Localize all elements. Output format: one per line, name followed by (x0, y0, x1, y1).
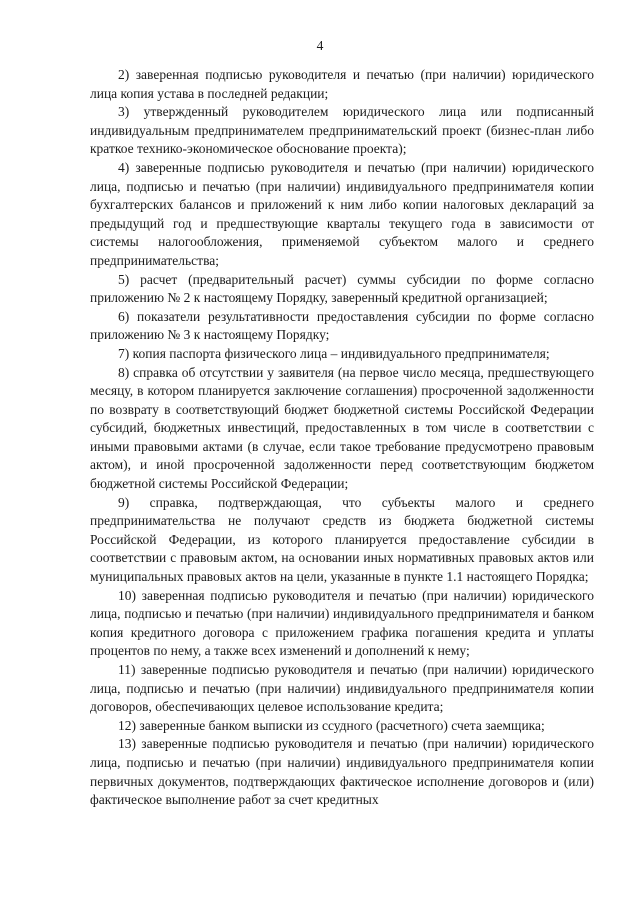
paragraph-item-4: 4) заверенные подписью руководителя и печатью (при наличии) юридического лица, подписью и печатью (при наличии) индивидуального предпринимателя копии бухгалтерских балансов и приложений к ним либо копии налоговых деклараций за предыдущий год и предшествующие кварталы текущего года в зависимости от системы налогообложения, применяемой субъектом малого и среднего предпринимательства; (90, 159, 594, 268)
paragraph-item-13: 13) заверенные подписью руководителя и печатью (при наличии) юридического лица, подписью и печатью (при наличии) индивидуального предпринимателя копии первичных документов, подтверждающих фактическое исполнение договоров и (или) фактическое выполнение работ за счет кредитных (90, 736, 594, 808)
paragraph-item-7: 7) копия паспорта физического лица – индивидуального предпринимателя; (118, 345, 550, 361)
paragraph-item-9: 9) справка, подтверждающая, что субъекты малого и среднего предпринимательства не получают средств из бюджета бюджетной системы Российской Федерации, из которого планируется предоставление субсидии в соответствии с правовым актом, на основании иных нормативных правовых актов или муниципальных правовых актов на цели, указанные в пункте 1.1 настоящего Порядка; (90, 494, 594, 585)
page-number: 4 (316, 38, 324, 53)
paragraph-item-8: 8) справка об отсутствии у заявителя (на первое число месяца, предшествующего месяцу, в котором планируется заключение соглашения) просроченной задолженности по возврату в соответствующий бюджет бюджетной системы Российской Федерации субсидий, бюджетных инвестиций, предоставленных в том числе в соответствии с иными правовыми актами (в случае, если такое требование предусмотрено правовым актом), и иной просроченной задолженности перед соответствующим бюджетом бюджетной системы Российской Федерации; (90, 364, 594, 492)
paragraph-item-5: 5) расчет (предварительный расчет) суммы субсидии по форме согласно приложению № 2 к настоящему Порядку, заверенный кредитной организацией; (90, 271, 594, 306)
paragraph-item-2: 2) заверенная подписью руководителя и печатью (при наличии) юридического лица копия устава в последней редакции; (90, 67, 594, 101)
document-body (90, 66, 594, 810)
paragraph-item-3: 3) утвержденный руководителем юридического лица или подписанный индивидуальным предпринимателем предпринимательский проект (бизнес-план либо краткое технико-экономическое обоснование проекта); (90, 104, 594, 157)
paragraph-item-12: 12) заверенные банком выписки из ссудного (расчетного) счета заемщика; (118, 717, 545, 733)
paragraph-item-11: 11) заверенные подписью руководителя и печатью (при наличии) юридического лица, подписью и печатью (при наличии) индивидуального предпринимателя копии договоров, обеспечивающих целевое использование кредита; (90, 662, 594, 715)
paragraph-item-6: 6) показатели результативности предоставления субсидии по форме согласно приложению № 3 к настоящему Порядку; (90, 308, 594, 343)
paragraph-item-10: 10) заверенная подписью руководителя и печатью (при наличии) юридического лица, подписью и печатью (при наличии) индивидуального предпринимателя и банком копия кредитного договора с приложением графика погашения кредита и уплаты процентов по нему, а также всех изменений и дополнений к нему; (90, 587, 594, 659)
